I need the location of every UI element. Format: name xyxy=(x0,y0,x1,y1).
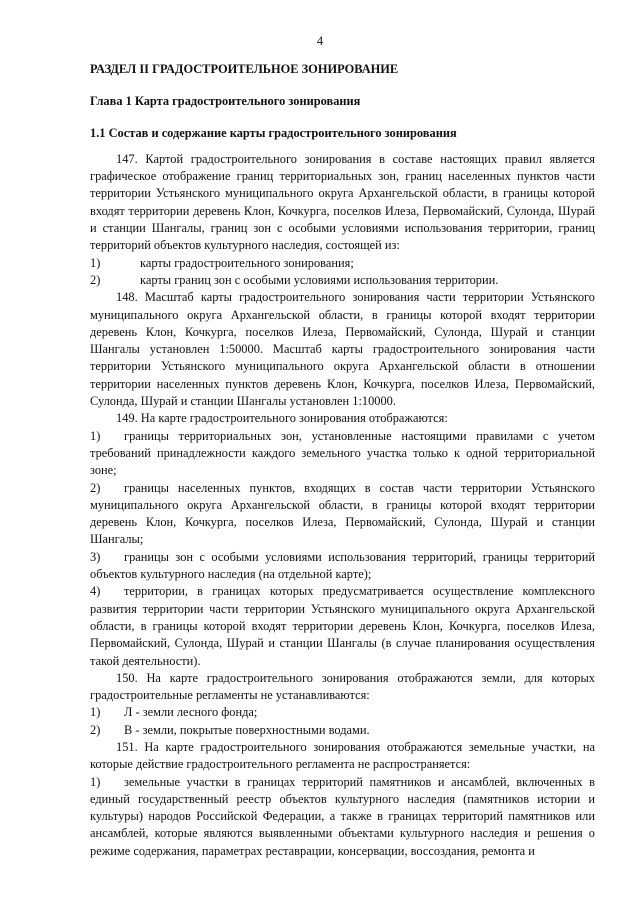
list-item xyxy=(90,272,595,289)
list-item-number: 2) xyxy=(90,480,101,495)
list-item-number: 2) xyxy=(90,722,101,737)
list-item xyxy=(90,704,595,721)
list-item-text: В - земли, покрытые поверхностными водами. xyxy=(124,722,370,737)
section-title: РАЗДЕЛ II ГРАДОСТРОИТЕЛЬНОЕ ЗОНИРОВАНИЕ xyxy=(90,62,399,76)
list-item xyxy=(90,428,595,480)
list-item-text: границы зон с особыми условиями использования территорий, границы территорий объектов культурного наследия (на отдельной карте); xyxy=(90,549,595,582)
subsection-title: 1.1 Состав и содержание карты градостроительного зонирования xyxy=(90,125,457,140)
paragraph-149: 149. На карте градостроительного зонирования отображаются: xyxy=(116,411,448,426)
paragraph-148: 148. Масштаб карты градостроительного зонирования части территории Устьянского муниципального округа Архангельской области, в границы которой входят территории деревень Клон, Кочкурга, поселков Илеза, Первомайский, Сулонда, Шурай и станции Шангалы установлен 1:50000. Масштаб карты градостроительного зонирования части территории Устьянского муниципального округа Архангельской области в отношении территории населенных пунктов деревень Клон, Кочкурга, поселков Илеза, Первомайский, Сулонда, Шурай и станции Шангалы установлен 1:10000. xyxy=(90,290,595,409)
paragraph-147: 147. Картой градостроительного зонирования в составе настоящих правил является графическое отображение границ территориальных зон, границ населенных пунктов части территории Устьянского муниципального округа Архангельской области, в границы которой входят территории деревень Клон, Кочкурга, поселков Илеза, Первомайский, Сулонда, Шурай и станции Шангалы, границ зон с особыми условиями использования территории, границ территорий объектов культурного наследия, состоящей из: xyxy=(90,151,595,253)
list-item-number: 4) xyxy=(90,584,101,599)
paragraph-151: 151. На карте градостроительного зонирования отображаются земельные участки, на которые действие градостроительного регламента не распространяется: xyxy=(90,739,595,772)
list-item-text: Л - земли лесного фонда; xyxy=(124,705,258,720)
list-item xyxy=(90,774,595,860)
list-item-text: карты границ зон с особыми условиями использования территории. xyxy=(140,272,499,287)
list-item xyxy=(90,480,595,549)
list-item-number: 1) xyxy=(90,255,101,270)
list-item-text: границы территориальных зон, установленные настоящими правилами с учетом требований принадлежности каждого земельного участка только к одной территориальной зоне; xyxy=(90,428,595,478)
list-item-text: границы населенных пунктов, входящих в состав части территории Устьянского муниципального округа Архангельской области, в границы которой входят территории деревень Клон, Кочкурга, поселков Илеза, Первомайский, Сулонда, Шурай и станции Шангалы; xyxy=(90,480,595,547)
document-body xyxy=(90,61,595,860)
list-item-text: карты градостроительного зонирования; xyxy=(140,255,354,270)
list-item-number: 1) xyxy=(90,705,101,720)
page-number: 4 xyxy=(316,34,324,48)
list-item-number: 1) xyxy=(90,774,101,789)
list-item-number: 1) xyxy=(90,428,101,443)
list-item xyxy=(90,722,595,739)
list-item-number: 3) xyxy=(90,549,101,564)
paragraph-150: 150. На карте градостроительного зонирования отображаются земли, для которых градостроительные регламенты не устанавливаются: xyxy=(90,670,595,703)
list-item xyxy=(90,549,595,584)
list-item-text: земельные участки в границах территорий памятников и ансамблей, включенных в единый государственный реестр объектов культурного наследия (памятников истории и культуры) народов Российской Федерации, а также в границах территорий памятников или ансамблей, которые являются выявленными объектами культурного наследия и решения о режиме содержания, параметрах реставрации, консервации, воссоздания, ремонта и xyxy=(90,774,595,858)
list-item xyxy=(90,583,595,669)
list-item-text: территории, в границах которых предусматривается осуществление комплексного развития территории части территории Устьянского муниципального округа Архангельской области, в границы которой входят территории деревень Клон, Кочкурга, поселков Илеза, Первомайский, Сулонда, Шурай и станции Шангалы (в случае планирования осуществления такой деятельности). xyxy=(90,584,595,668)
list-item-number: 2) xyxy=(90,272,101,287)
chapter-title: Глава 1 Карта градостроительного зонирования xyxy=(90,94,361,109)
list-item xyxy=(90,255,595,272)
